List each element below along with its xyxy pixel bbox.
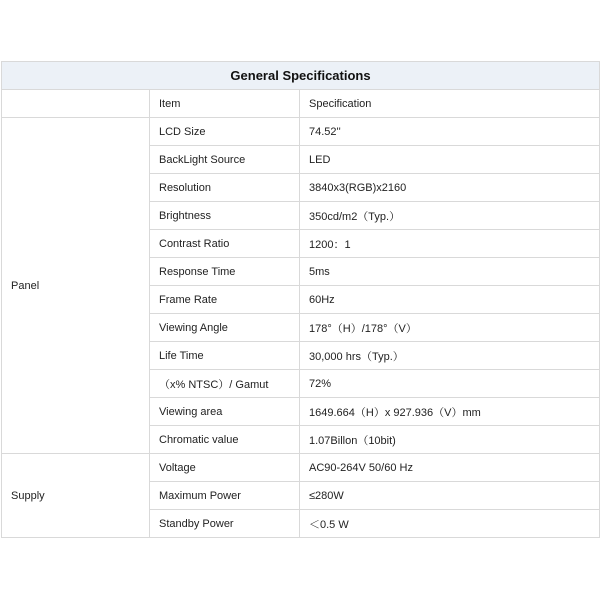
item-cell: （x% NTSC）/ Gamut (150, 370, 300, 398)
spec-body (2, 118, 600, 538)
spec-cell: 350cd/m2（Typ.） (300, 202, 600, 230)
header-row (2, 90, 600, 118)
table-row (2, 118, 600, 146)
spec-cell: 74.52'' (300, 118, 600, 146)
header-spec-cell: Specification (300, 90, 600, 118)
spec-cell: 5ms (300, 258, 600, 286)
spec-cell: 1649.664（H）x 927.936（V）mm (300, 398, 600, 426)
item-cell: Frame Rate (150, 286, 300, 314)
item-cell: Viewing area (150, 398, 300, 426)
spec-cell: LED (300, 146, 600, 174)
spec-cell: 178°（H）/178°（V） (300, 314, 600, 342)
spec-cell: 1200：1 (300, 230, 600, 258)
item-cell: Voltage (150, 454, 300, 482)
spec-cell: AC90-264V 50/60 Hz (300, 454, 600, 482)
item-cell: Response Time (150, 258, 300, 286)
spec-cell: ≤280W (300, 482, 600, 510)
item-cell: Viewing Angle (150, 314, 300, 342)
spec-cell: ＜0.5 W (300, 510, 600, 538)
title-row (2, 62, 600, 90)
item-cell: Resolution (150, 174, 300, 202)
header-group-cell (2, 90, 150, 118)
item-cell: LCD Size (150, 118, 300, 146)
group-label-supply: Supply (2, 454, 150, 538)
spec-table-wrapper (1, 61, 599, 538)
item-cell: Brightness (150, 202, 300, 230)
spec-cell: 1.07Billon（10bit) (300, 426, 600, 454)
table-row (2, 454, 600, 482)
spec-cell: 60Hz (300, 286, 600, 314)
item-cell: Standby Power (150, 510, 300, 538)
spec-cell: 3840x3(RGB)x2160 (300, 174, 600, 202)
spec-table (1, 61, 600, 538)
spec-cell: 30,000 hrs（Typ.） (300, 342, 600, 370)
item-cell: Contrast Ratio (150, 230, 300, 258)
item-cell: Chromatic value (150, 426, 300, 454)
item-cell: BackLight Source (150, 146, 300, 174)
table-title: General Specifications (2, 62, 600, 90)
item-cell: Life Time (150, 342, 300, 370)
header-item-cell: Item (150, 90, 300, 118)
spec-cell: 72% (300, 370, 600, 398)
item-cell: Maximum Power (150, 482, 300, 510)
group-label-panel: Panel (2, 118, 150, 454)
